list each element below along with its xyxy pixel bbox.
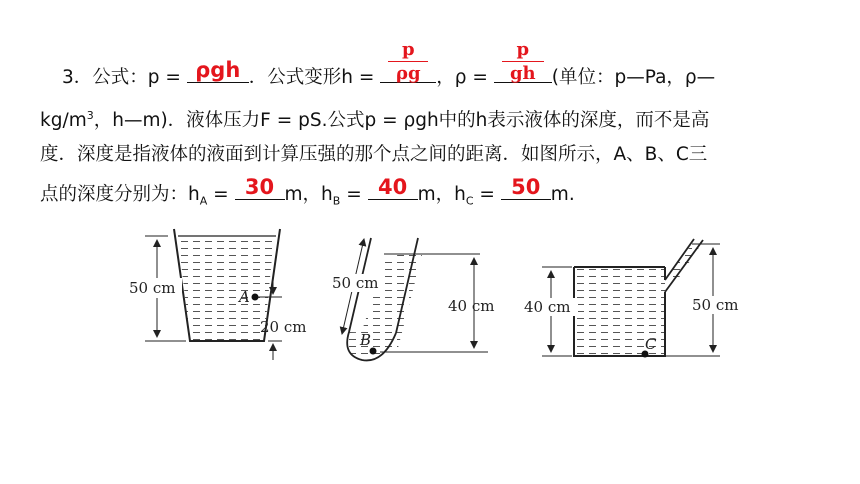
fraction-numerator: p	[516, 39, 530, 60]
unit-m-h: m，h	[417, 184, 466, 205]
fig1-point-a-label: A	[239, 288, 250, 306]
equals: =	[207, 184, 235, 205]
fig3-tube-liquid	[665, 244, 700, 282]
fig3-height-label: 40 cm	[524, 298, 571, 316]
unit-kg-m: kg/m	[40, 110, 87, 132]
fig2-height-label: 40 cm	[448, 297, 495, 315]
unit-m-end: m.	[550, 184, 575, 205]
fig3-tube-right	[665, 240, 703, 292]
unit-exponent: 3	[86, 109, 94, 122]
fig1-depth-label: 50 cm	[129, 279, 176, 297]
formula-label: 3．公式：p =	[62, 67, 187, 88]
equals: =	[340, 184, 368, 205]
answer-h-c: 50	[511, 175, 541, 199]
fig2-slant-label: 50 cm	[332, 274, 379, 292]
sub-b: B	[332, 194, 341, 208]
sub-a: A	[199, 194, 208, 208]
equals: =	[473, 184, 501, 205]
fig2-point-b-label: B	[360, 331, 372, 349]
formula-rho-label: ，ρ =	[436, 67, 494, 88]
figure-3-box	[524, 239, 744, 358]
depth-intro: 点的深度分别为：h	[40, 184, 200, 205]
formula-h-label: ．公式变形h =	[248, 67, 381, 88]
unit-m-h: m，h	[284, 184, 333, 205]
fraction-denominator: gh	[509, 63, 536, 84]
answer-h-a: 30	[244, 175, 275, 199]
fraction-numerator: p	[401, 39, 415, 60]
answer-h-b: 40	[377, 175, 408, 199]
figure-1-container	[126, 229, 306, 360]
units-text: (单位：p—Pa，ρ—	[551, 67, 716, 88]
line-2-text: ，h—m)．液体压力F = pS.公式p = ρgh中的h表示液体的深度，而不是高	[93, 110, 710, 132]
fraction-denominator: ρg	[396, 63, 421, 84]
fig1-point-a	[252, 294, 259, 301]
fig3-tube-height-label: 50 cm	[692, 296, 739, 314]
answer-pressure-formula: ρgh	[195, 58, 241, 82]
figure-2-tube	[328, 238, 494, 360]
fig3-point-c-label: C	[645, 335, 657, 353]
fig1-height-a-label: 20 cm	[260, 318, 307, 336]
fig2-tube-bottom	[347, 332, 396, 360]
sub-c: C	[465, 194, 474, 208]
line-3-text: 度．深度是指液体的液面到计算压强的那个点之间的距离．如图所示，A、B、C三	[40, 144, 708, 165]
